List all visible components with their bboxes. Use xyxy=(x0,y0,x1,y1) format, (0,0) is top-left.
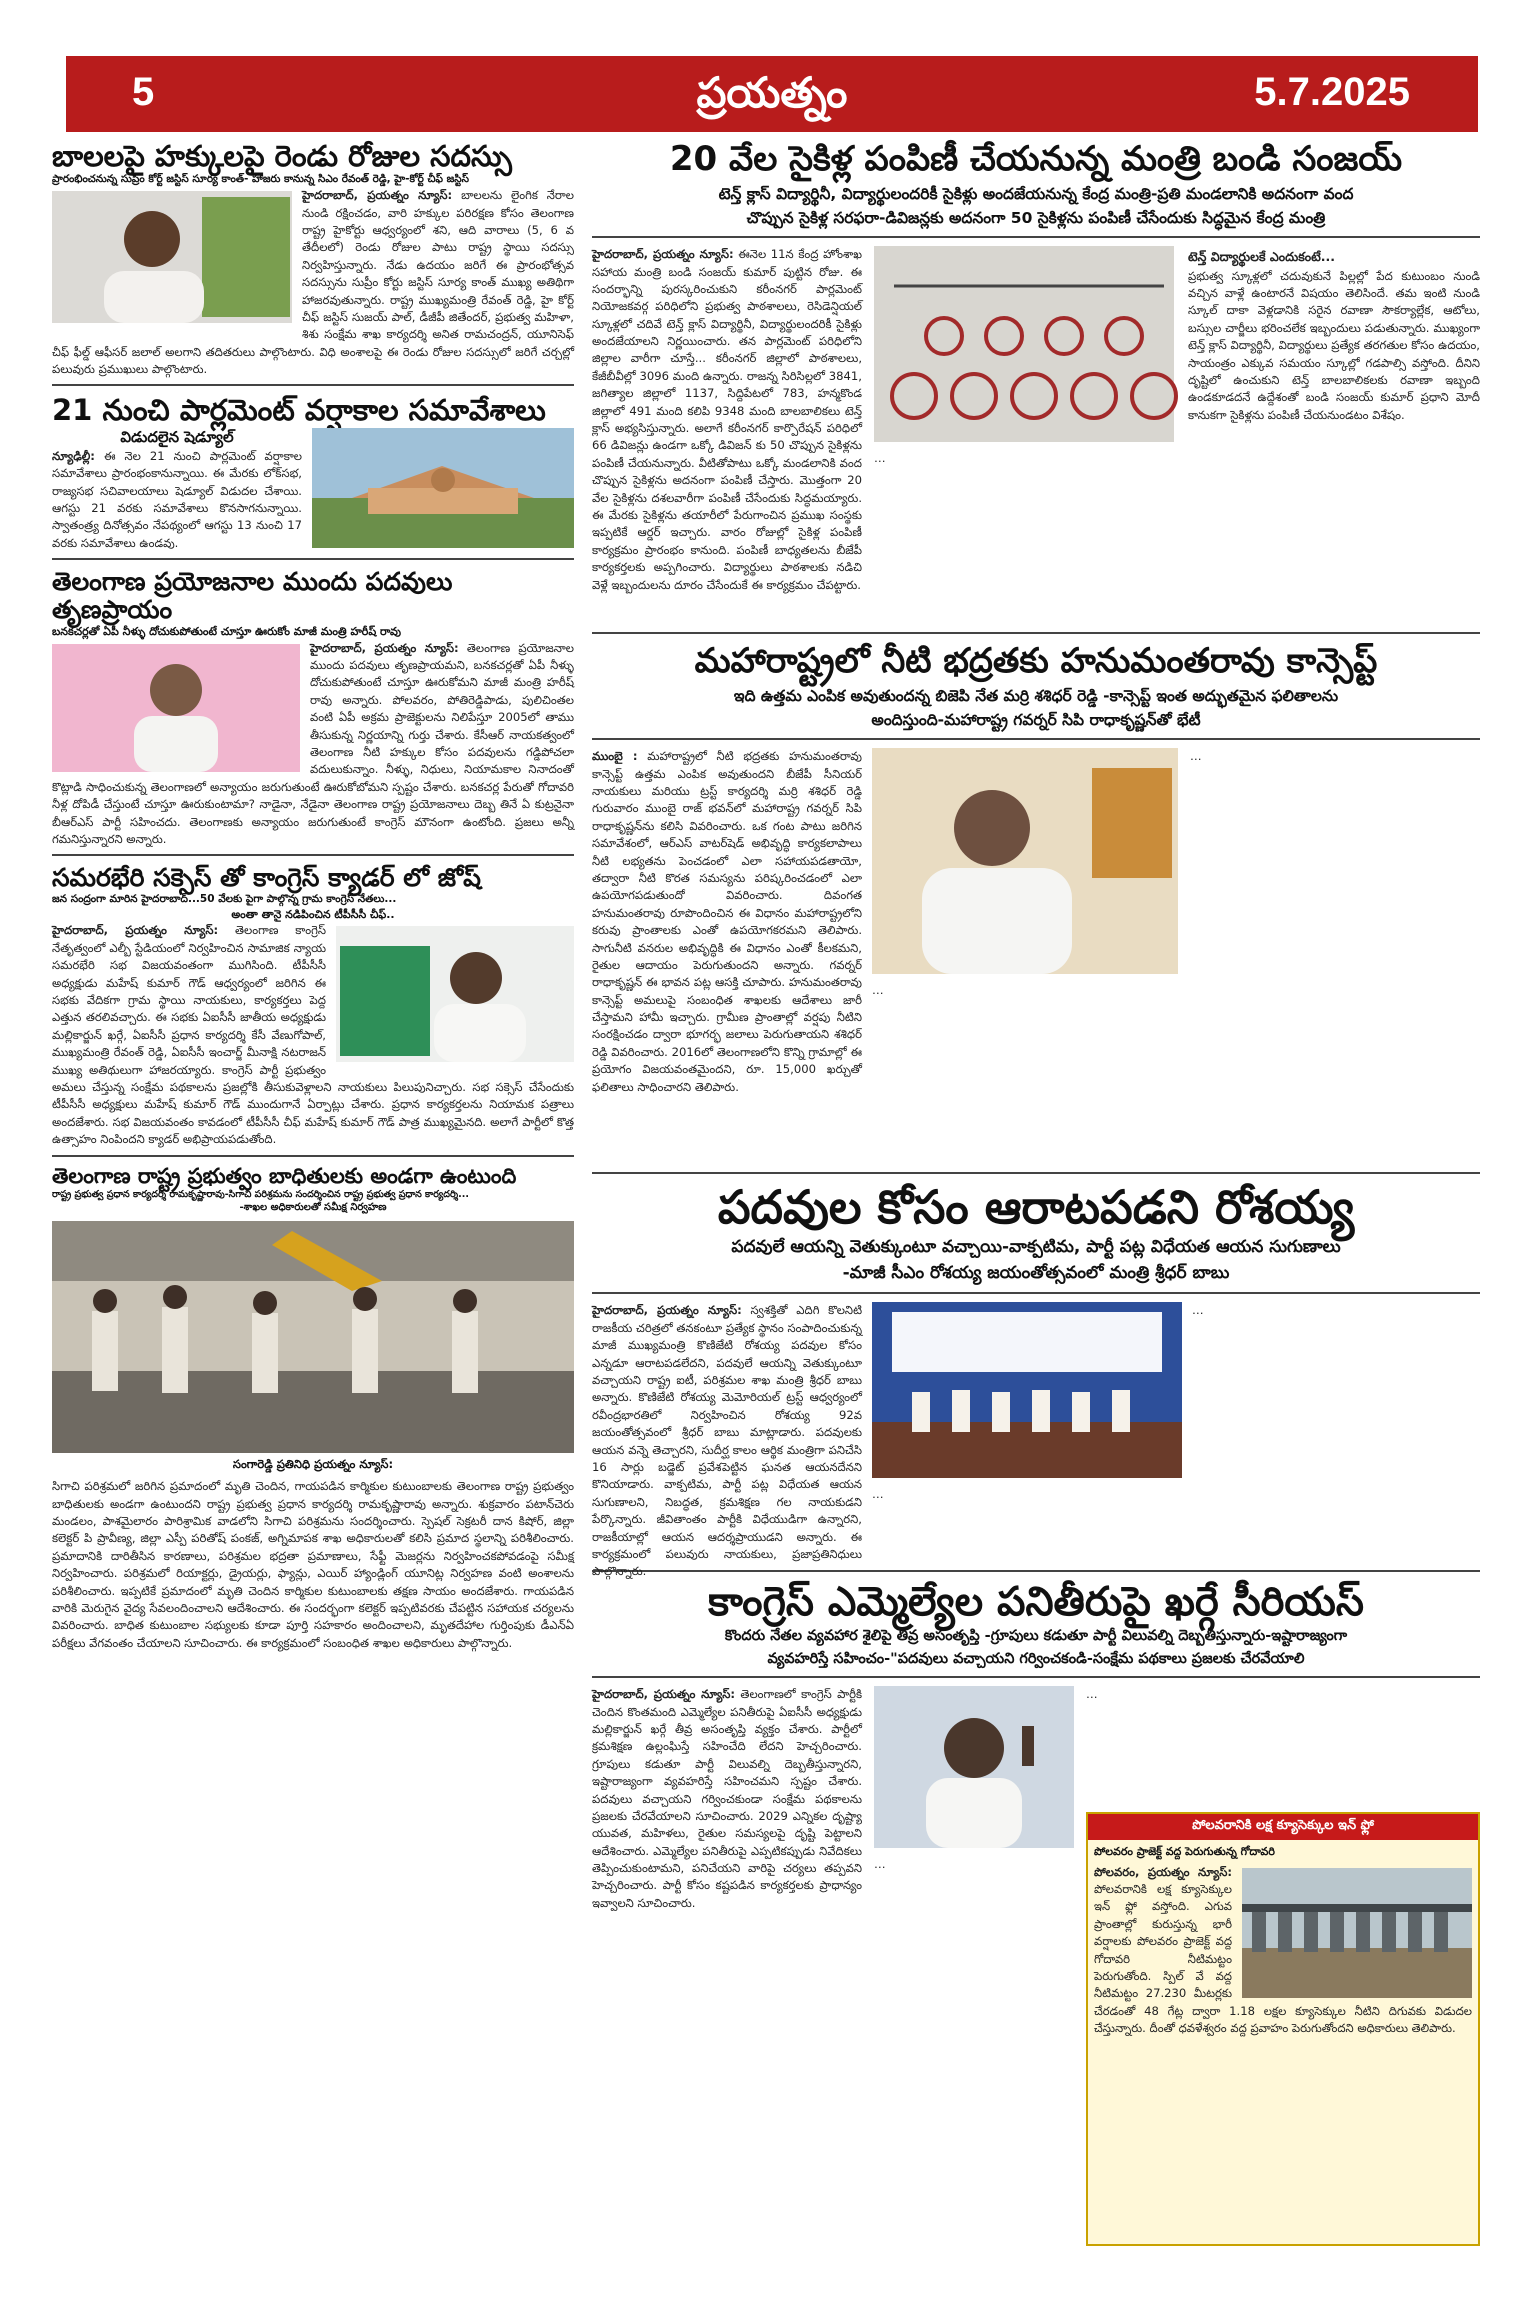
subheadline-2: -మాజీ సీఎం రోశయ్య జయంతోత్సవంలో మంత్రి శ్రీధర్ బాబు xyxy=(842,1263,1230,1284)
dateline: న్యూఢిల్లీ: xyxy=(52,448,95,463)
divider xyxy=(592,236,1480,238)
bicycles-photo xyxy=(874,246,1174,442)
subheadline: ఇది ఉత్తమ ఎంపిక అవుతుందన్న బిజెపి నేత మర్రి శశిధర్ రెడ్డి -కాన్సెప్ట్ ఇంత అద్భుతమైన ఫలితాలను xyxy=(733,687,1339,706)
divider xyxy=(592,1676,1480,1678)
speaker-photo xyxy=(336,926,574,1062)
article-body-continued: … xyxy=(872,1487,884,1502)
article-body: ఈనెల 11న కేంద్ర హోంశాఖ సహాయ మంత్రి బండి సంజయ్ కుమార్ పుట్టిన రోజు. ఈ సందర్భాన్ని పురస్కరించుకుని కరీంనగర్ పార్లమెంట్ నియోజకవర్గ పరిధిలోని ప్రభుత్వ పాఠశాలలు, రెసిడెన్షియల్ స్కూళ్లలో చదివే టెన్త్ క్లాస్ విద్యార్థినీ, విద్యార్థులందరికీ సైకిళ్లు అందజేయాలని నిర్ణయించారు. తన పార్లమెంట్ పరిధిలోని జిల్లాల వారీగా చూస్తే... కరీంనగర్ జిల్లాలో పాఠశాలలు, కేజీబీవీల్లో 3096 మంది ఉన్నారు. రాజన్న సిరిసిల్లలో 3841, జగిత్యాల జిల్లాలో 1137, సిద్దిపేటలో 783, హన్మకొండ జిల్లాలో 491 మంది కలిపి 9348 మంది బాలబాలికలు టెన్త్ క్లాస్ అభ్యసిస్తున్నారు. అలాగే కరీంనగర్ కార్పొరేషన్ పరిధిలో 66 డివిజన్లు ఉండగా ఒక్కో డివిజన్ కు 50 చొప్పున సైకిళ్లను పంపిణీ చేయనున్నారు. వీటితోపాటు ఒక్కో మండలానికి వంద చొప్పున సైకిళ్లను అదనంగా పంపిణీ చేస్తారు. మొత్తంగా 20 వేల సైకిళ్లను దశలవారీగా పంపిణీ చేసేందుకు సిద్ధమయ్యారు. ఈ మేరకు సైకిళ్లను తయారీలో పేరుగాంచిన ప్రముఖ సంస్థకు ఇప్పటికే ఆర్డర్ ఇచ్చారు. వారం రోజుల్లో సైకిళ్ల పంపిణీ కార్యక్రమం ప్రారంభం కానుంది. పంపిణీ బాధ్యతలను బీజేపీ కార్యకర్తలకు అప్పగించారు. విద్యార్థులు పాఠశాలకు నడిచి వెళ్లే ఇబ్బందులను దూరం చేసేందుకే ఈ కార్యక్రమం చేపట్టారు. xyxy=(592,247,862,592)
article-rosaiah xyxy=(592,1180,1480,1579)
divider xyxy=(592,1292,1480,1294)
box-title: పోలవరానికి లక్ష క్యూసెక్కుల ఇన్ ఫ్లో xyxy=(1088,1814,1478,1840)
article-body-column-3: … xyxy=(1086,1687,1098,1702)
divider xyxy=(52,1155,574,1157)
article-body-continued: … xyxy=(872,983,884,998)
dateline: ముంబై : xyxy=(592,749,638,764)
insert-heading: టెన్త్ విద్యార్థులకే ఎందుకంటే... xyxy=(1188,249,1335,265)
meeting-photo xyxy=(872,748,1178,974)
subheadline: పదవులే ఆయన్ని వెతుక్కుంటూ వచ్చాయి-వాక్పటిమ, పార్టీ పట్ల విధేయత ఆయన సుగుణాలు xyxy=(731,1236,1341,1257)
portrait-photo xyxy=(52,644,300,772)
divider xyxy=(592,1172,1480,1174)
subheadline-2: అందిస్తుంది-మహారాష్ట్ర గవర్నర్ సిపి రాధాకృష్ణన్‌తో భేటీ xyxy=(871,711,1201,730)
dateline: పోలవరం, ప్రయత్నం న్యూస్: xyxy=(1094,1864,1232,1879)
dateline: హైదరాబాద్, ప్రయత్నం న్యూస్: xyxy=(592,1687,736,1702)
polavaram-box xyxy=(1086,1812,1480,2246)
article-body: ఈ నెల 21 నుంచి పార్లమెంట్ వర్షాకాల సమావేశాలు ప్రారంభంకానున్నాయి. ఈ మేరకు లోక్‌సభ, రాజ్యసభ సచివాలయాలు షెడ్యూల్ విడుదల చేశాయి. ఆగస్టు 21 వరకు సమావేశాలు కొనసాగనున్నాయి. స్వాతంత్ర్య దినోత్సవం నేపథ్యంలో ఆగస్టు 13 నుంచి 17 వరకు సమావేశాలు ఉండవు. xyxy=(52,448,303,550)
article-parliament xyxy=(52,394,574,560)
article-body: బాలలను లైంగిక నేరాల నుండి రక్షించడం, వారి హక్కుల పరిరక్షణ కోసం తెలంగాణ రాష్ట్ర హైకోర్టు ఆధ్వర్యంలో శని, ఆది వారాలు (5, 6 వ తేదీలలో) రెండు రోజుల పాటు రాష్ట్ర స్థాయి సదస్సు నిర్వహిస్తున్నారు. నేడు ఉదయం జరిగే ఈ ప్రారంభోత్సవ సదస్సును సుప్రీం కోర్టు జస్టిస్ సూర్య కాంత్ ముఖ్య అతిథిగా హాజరవుతున్నారు. రాష్ట్ర ముఖ్యమంత్రి రేవంత్ రెడ్డి, హై కోర్ట్ చీఫ్ జస్టిస్ సుజయ్ పాల్, డీజీపీ జితేందర్, ప్రభుత్వ మహిళా, శిశు సంక్షేమ శాఖ కార్యదర్శి అనిత రామచంద్రన్, యూనిసెఫ్ చీఫ్ ఫీల్డ్ ఆఫీసర్ జలాల్ అలగాని తదితరులు పాల్గొంటారు. విధి అంశాలపై ఈ రెండు రోజుల సదస్సులో జరిగే చర్చల్లో పలువురు ప్రముఖులు పాల్గొంటారు. xyxy=(52,188,575,377)
divider xyxy=(52,854,574,856)
dateline: హైదరాబాద్, ప్రయత్నం న్యూస్: xyxy=(310,640,459,655)
site-visit-photo xyxy=(52,1221,574,1453)
article-body: తెలంగాణ కాంగ్రెస్ నేతృత్వంలో ఎల్బీ స్టేడియంలో నిర్వహించిన సామాజిక న్యాయ సమరభేరి సభ విజయవంతంగా ముగిసింది. టీపీసీసీ అధ్యక్షుడు మహేష్ కుమార్ గౌడ్ ఆధ్వర్యంలో జరిగిన ఈ సభకు వేదికగా గ్రామ స్థాయి నాయకులు, కార్యకర్తలు పెద్ద ఎత్తున తరలివచ్చారు. ఈ సభకు ఏఐసీసీ జాతీయ అధ్యక్షుడు మల్లికార్జున్ ఖర్గే, ఏఐసీసీ ప్రధాన కార్యదర్శి కేసీ వేణుగోపాల్, ముఖ్యమంత్రి రేవంత్ రెడ్డి, ఏఐసీసీ ఇంచార్జ్ మీనాక్షి నటరాజన్ ముఖ్య అతిథులుగా హాజరయ్యారు. కాంగ్రెస్ పార్టీ ప్రభుత్వం అమలు చేస్తున్న సంక్షేమ పథకాలను ప్రజల్లోకి తీసుకువెళ్లాలని నాయకులు పిలుపునిచ్చారు. సభ సక్సెస్ చేసేందుకు టీపీసీసీ అధ్యక్షులు మహేష్ కుమార్ గౌడ్ ముందుగానే ఏర్పాట్లు చేశారు. ప్రధాన కార్యకర్తలను నియామక పత్రాలు అందజేశారు. సభ విజయవంతం కావడంలో టీపీసీసీ చీఫ్ మహేష్ కుమార్ గౌడ్ పాత్ర ముఖ్యమైనది. అలాగే పార్టీలో కొత్త ఉత్సాహం నింపిందని క్యాడర్ అభిప్రాయపడుతోంది. xyxy=(52,923,574,1147)
headline: తెలంగాణ ప్రయోజనాల ముందు పదవులు తృణప్రాయం xyxy=(52,567,453,625)
divider xyxy=(592,632,1480,634)
left-column xyxy=(52,140,574,2300)
article-kharge xyxy=(592,1580,1480,2246)
parliament-photo xyxy=(312,428,574,548)
article-water-security xyxy=(592,642,1480,1174)
event-photo xyxy=(872,1302,1182,1478)
headline: బాలలపై హక్కులపై రెండు రోజుల సదస్సు xyxy=(52,139,512,173)
article-body: తెలంగాణ ప్రయోజనాల ముందు పదవులు తృణప్రాయమని, బనకచర్లతో ఏపీ నీళ్ళు దోచుకుపోతుంటే చూస్తూ ఊరుకోమని మాజీ మంత్రి హరీష్ రావు అన్నారు. పోలవరం, పోతిరెడ్డిపాడు, పులిచింతల వంటి ఏపీ అక్రమ ప్రాజెక్టులను నిలిపేస్తూ 2005లో తాము తీసుకున్న నిర్ణయాన్ని గుర్తు చేశారు. కేసీఆర్ నాయకత్వంలో తెలంగాణ నీటి హక్కుల కోసం పదవులను గడ్డిపోచలా వదులుకున్నాం. నీళ్ళు, నిధులు, నియామకాల నినాదంతో కొట్లాడి సాధించుకున్న తెలంగాణలో అన్యాయం జరుగుతుంటే ఊరుకోబోమని స్పష్టం చేశారు. బనకచర్ల పేరుతో గోదావరి నీళ్ల దోపిడీ చేస్తుంటే చూస్తూ ఊరుకుంటామా? నాడైనా, నేడైనా తెలంగాణ రాష్ట్ర ప్రయోజనాలు దెబ్బ తినే ఏ కుట్రనైనా బీఆర్ఎస్ పార్టీ సహించదు. తెలంగాణకు అన్యాయం జరుగుతుంటే కాంగ్రెస్ మౌనంగా ఉంటోంది. ప్రజలు అన్నీ గమనిస్తున్నారని అన్నారు. xyxy=(52,640,575,846)
divider xyxy=(592,1570,1480,1572)
headline: పదవుల కోసం ఆరాటపడని రోశయ్య xyxy=(717,1180,1355,1235)
article-body-continued: … xyxy=(874,1857,886,1872)
article-body-column-3: … xyxy=(1192,1303,1204,1318)
article-child-rights xyxy=(52,140,574,386)
subheadline-2: చొప్పున సైకిళ్ల సరఫరా-డివిజన్లకు అదనంగా 50 సైకిళ్లను పంపిణీ చేసేందుకు సిద్ధమైన కేంద్ర మంత్రి xyxy=(746,209,1326,228)
dateline: హైదరాబాద్, ప్రయత్నం న్యూస్: xyxy=(592,1303,742,1318)
kicker: జన సంద్రంగా మారిన హైదరాబాద్...50 వేలకు పైగా పాల్గొన్న గ్రామ కాంగ్రెస్ నేతలు... xyxy=(52,893,397,906)
photo-caption: సంగారెడ్డి ప్రతినిధి ప్రయత్నం న్యూస్: xyxy=(232,1457,394,1472)
article-sigachi xyxy=(52,1165,574,1653)
portrait-photo xyxy=(52,191,292,323)
divider xyxy=(592,738,1480,740)
article-body: తెలంగాణలో కాంగ్రెస్ పార్టీకి చెందిన కొంతమంది ఎమ్మెల్యేల పనితీరుపై ఏఐసీసీ అధ్యక్షుడు మల్లికార్జున్ ఖర్గే తీవ్ర అసంతృప్తి వ్యక్తం చేశారు. పార్టీలో క్రమశిక్షణ ఉల్లంఘిస్తే సహించేది లేదని హెచ్చరించారు. గ్రూపులు కడుతూ పార్టీ విలువల్ని దెబ్బతీస్తున్నారని, ఇష్టారాజ్యంగా వ్యవహరిస్తే సహించమని స్పష్టం చేశారు. పదవులు వచ్చాయని గర్వించకుండా సంక్షేమ పథకాలను ప్రజలకు చేరవేయాలని సూచించారు. 2029 ఎన్నికల దృష్ట్యా యువత, మహిళలు, రైతుల సమస్యలపై దృష్టి పెట్టాలని ఆదేశించారు. ఎమ్మెల్యేల పనితీరుపై ఎప్పటికప్పుడు నివేదికలు తెప్పించుకుంటామని, పనిచేయని వారిపై చర్యలు తప్పవని హెచ్చరించారు. పార్టీ కోసం కష్టపడిన కార్యకర్తలకు ప్రాధాన్యం ఇవ్వాలని సూచించారు. xyxy=(592,1687,863,1910)
insert-body: ప్రభుత్వ స్కూళ్లలో చదువుకునే పిల్లల్లో పేద కుటుంబం నుండి వచ్చిన వాళ్లే ఉంటారనే విషయం తెలిసిందే. తమ ఇంటి నుండి స్కూల్ దాకా వెళ్లడానికి సరైన రవాణా సౌకర్యాల్లేక, ఆటోలు, బస్సుల చార్జీలు భరించలేక ఇబ్బందులు పడుతున్నారు. ముఖ్యంగా టెన్త్ క్లాస్ విద్యార్థినీ, విద్యార్థులు ప్రత్యేక తరగతుల కోసం ఉదయం, సాయంత్రం ఎక్కువ సమయం స్కూల్లో గడపాల్సి వస్తోంది. దీనిని దృష్టిలో ఉంచుకుని టెన్త్ బాలబాలికలకు రవాణా ఇబ్బంది ఉండకూడదనే ఉద్దేశంతో బండి సంజయ్ కుమార్ ప్రధాని మోదీ కానుకగా సైకిళ్లను పంపిణీ చేయనుండటం విశేషం. xyxy=(1188,268,1480,422)
dam-photo xyxy=(1242,1868,1472,1998)
kicker: రాష్ట్ర ప్రభుత్వ ప్రధాన కార్యదర్శి రామకృష్ణారావు-సిగాచి పరిశ్రమను సందర్శించిన రాష్ట్ర ప్రభుత్వ ప్రధాన కార్యదర్శి... xyxy=(52,1189,469,1201)
headline: 21 నుంచి పార్లమెంట్ వర్షాకాల సమావేశాలు xyxy=(52,393,546,428)
subheadline: కొందరు నేతల వ్యవహార శైలిపై తీవ్ర అసంతృప్తి -గ్రూపులు కడుతూ పార్టీ విలువల్ని దెబ్బతీస్తున్నారు-ఇష్టారాజ్యంగా xyxy=(724,1628,1348,1645)
article-body-continued: … xyxy=(874,451,886,466)
article-body: స్వశక్తితో ఎదిగి కొలనిటి రాజకీయ చరిత్రలో తనకంటూ ప్రత్యేక స్థానం సంపాదించుకున్న మాజీ ముఖ్యమంత్రి కొణిజేటి రోశయ్య పదవుల కోసం ఎన్నడూ ఆరాటపడలేదని, పదవులే ఆయన్ని వెతుక్కుంటూ వచ్చాయని రాష్ట్ర ఐటీ, పరిశ్రమల శాఖ మంత్రి శ్రీధర్ బాబు అన్నారు. కొణిజేటి రోశయ్య మెమోరియల్ ట్రస్ట్ ఆధ్వర్యంలో రవీంద్రభారతిలో నిర్వహించిన రోశయ్య 92వ జయంతోత్సవంలో శ్రీధర్ బాబు మాట్లాడారు. పదవులకు ఆయన వన్నె తెచ్చారని, సుదీర్ఘ కాలం ఆర్థిక మంత్రిగా పనిచేసి 16 సార్లు బడ్జెట్ ప్రవేశపెట్టిన ఘనత ఆయనదేనని కొనియాడారు. వాక్పటిమ, పార్టీ పట్ల విధేయత ఆయన సుగుణాలని, నిబద్ధత, క్రమశిక్షణ గల నాయకుడని పేర్కొన్నారు. జీవితాంతం పార్టీకి విధేయుడిగా ఉన్నారని, రాజకీయాల్లో ఆయన ఆదర్శప్రాయుడని అన్నారు. ఈ కార్యక్రమంలో పలువురు నాయకులు, ప్రజాప్రతినిధులు పాల్గొన్నారు. xyxy=(592,1303,863,1579)
headline: 20 వేల సైకిళ్ల పంపిణీ చేయనున్న మంత్రి బండి సంజయ్ xyxy=(669,139,1403,179)
newspaper-name: ప్రయత్నం xyxy=(696,68,848,117)
dateline: హైదరాబాద్, ప్రయత్నం న్యూస్: xyxy=(592,247,734,262)
kicker: ప్రారంభించనున్న సుప్రీం కోర్ట్ జస్టిస్ సూర్య కాంత్- హాజరు కానున్న సిఎం రేవంత్ రెడ్డి, హై-కోర్ట్ చీఫ్ జస్టిస్ xyxy=(52,173,470,186)
dateline: హైదరాబాద్, ప్రయత్నం న్యూస్: xyxy=(52,923,219,938)
headline: మహారాష్ట్రలో నీటి భద్రతకు హనుమంతరావు కాన్సెప్ట్ xyxy=(694,641,1378,682)
edition-date: 5.7.2025 xyxy=(1254,70,1410,114)
subhead: విడుదలైన షెడ్యూల్ xyxy=(120,427,234,446)
article-body: మహారాష్ట్రలో నీటి భద్రతకు హనుమంతరావు కాన్సెప్ట్ ఉత్తమ ఎంపిక అవుతుందని బీజేపీ సీనియర్ నాయకులు మరియు ట్రస్ట్ కార్యదర్శి మర్రి శశిధర్ రెడ్డి గురువారం ముంబై రాజ్ భవన్‌లో మహారాష్ట్ర గవర్నర్ సిపి రాధాకృష్ణన్‌ను కలిసి వివరించారు. ఒక గంట పాటు జరిగిన సమావేశంలో, ఆర్‌ఎస్ వాటర్‌షెడ్ అభివృద్ధి కార్యకలాపాలు నీటి లభ్యతను పెంచడంలో ఎలా సహాయపడతాయో, తద్వారా నీటి కొరత సమస్యను పరిష్కరించడంలో ఎలా ఉపయోగపడుతుందో వివరించారు. దివంగత హనుమంతరావు రూపొందించిన ఈ విధానం మహారాష్ట్రలోని కరువు ప్రాంతాలకు ఎంతో ఉపయోగకరమని తెలిపారు. సాగునీటి వనరుల అభివృద్ధికి ఈ విధానం ఎంతో కీలకమని, రైతుల ఆదాయం పెరుగుతుందని అన్నారు. గవర్నర్ రాధాకృష్ణన్ ఈ భావన పట్ల ఆసక్తి చూపారు. హనుమంతరావు కాన్సెప్ట్ అమలుపై సంబంధిత శాఖలకు ఆదేశాలు జారీ చేస్తామని హామీ ఇచ్చారు. గ్రామీణ ప్రాంతాల్లో వర్షపు నీటిని సంరక్షించడం ద్వారా భూగర్భ జలాలు పెరుగుతాయని శశిధర్ రెడ్డి వివరించారు. 2016లో తెలంగాణలోని కొన్ని గ్రామాల్లో ఈ ప్రయోగం విజయవంతమైందని, రూ. 15,000 ఖర్చుతో ఫలితాలు సాధించారని తెలిపారు. xyxy=(592,749,862,1094)
article-samarabheri xyxy=(52,864,574,1156)
article-harish-rao xyxy=(52,568,574,856)
box-kicker: పోలవరం ప్రాజెక్ట్ వద్ద పెరుగుతున్న గోదావరి xyxy=(1094,1845,1275,1859)
headline: తెలంగాణ రాష్ట్ర ప్రభుత్వం బాధితులకు అండగా ఉంటుంది xyxy=(52,1163,517,1188)
article-bicycles xyxy=(592,140,1480,634)
article-body: పోలవరానికి లక్ష క్యూసెక్కుల ఇన్ ఫ్లో వస్తోంది. ఎగువ ప్రాంతాల్లో కురుస్తున్న భారీ వర్షాలకు పోలవరం ప్రాజెక్ట్ వద్ద గోదావరి నీటిమట్టం పెరుగుతోంది. స్పిల్ వే వద్ద నీటిమట్టం 27.230 మీటర్లకు చేరడంతో 48 గేట్ల ద్వారా 1.18 లక్షల క్యూసెక్కుల నీటిని దిగువకు విడుదల చేస్తున్నారు. దీంతో ధవళేశ్వరం వద్ద ప్రవాహం పెరుగుతోందని అధికారులు తెలిపారు. xyxy=(1094,1881,1472,2036)
article-body-column-3: … xyxy=(1190,749,1202,764)
page-number: 5 xyxy=(132,70,155,114)
subheadline: టెన్త్ క్లాస్ విద్యార్థినీ, విద్యార్థులందరికీ సైకిళ్లు అందజేయనున్న కేంద్ర మంత్రి-ప్రతి మండలానికి అదనంగా వంద xyxy=(718,185,1354,204)
masthead-banner xyxy=(66,56,1478,132)
kharge-photo xyxy=(874,1686,1074,1848)
dateline: హైదరాబాద్, ప్రయత్నం న్యూస్: xyxy=(302,188,453,203)
divider xyxy=(52,384,574,386)
subheadline-2: వ్యవహరిస్తే సహించం-"పదవులు వచ్చాయని గర్వించకండి-సంక్షేమ పథకాలు ప్రజలకు చేరవేయాలి xyxy=(767,1650,1305,1667)
divider xyxy=(52,558,574,560)
kicker-secondary: అంతా తానై నడిపించిన టీపీసీసీ చీఫ్.. xyxy=(231,908,395,922)
article-body: సిగాచి పరిశ్రమలో జరిగిన ప్రమాదంలో మృతి చెందిన, గాయపడిన కార్మికుల కుటుంబాలకు తెలంగాణ రాష్ట్ర ప్రభుత్వం బాధితులకు అండగా ఉంటుందని రాష్ట్ర ప్రభుత్వ ప్రధాన కార్యదర్శి రామకృష్ణారావు అన్నారు. శుక్రవారం పటాన్‌చెరు మండలం, పాశమైలారం పారిశ్రామిక వాడలోని సిగాచి పరిశ్రమను సందర్శించారు. స్పెషల్ సెక్రటరీ దాన కిషోర్, జిల్లా కలెక్టర్ పి ప్రావీణ్య, జిల్లా ఎస్పీ పరితోష్ పంకజ్, అగ్నిమాపక శాఖ అధికారులతో కలిసి ప్రమాద స్థలాన్ని పరిశీలించారు. ప్రమాదానికి దారితీసిన కారణాలు, పరిశ్రమల భద్రతా ప్రమాణాలు, సేఫ్టీ మెజర్లను నిర్వహించకపోవడంపై సమీక్ష నిర్వహించారు. పరిశ్రమలో రియాక్టర్లు, డ్రైయర్లు, ఫ్యాన్లు, ఎయిర్ హ్యాండ్లింగ్ యూనిట్ల నిర్వహణ వంటి అంశాలను పరిశీలించారు. ఇప్పటికే ప్రమాదంలో మృతి చెందిన కార్మికుల కుటుంబాలకు తక్షణ సాయం అందజేశారు. గాయపడిన వారికి మెరుగైన వైద్య సేవలందించాలని ఆదేశించారు. ఈ సందర్భంగా కలెక్టర్ ఇప్పటివరకు చేపట్టిన సహాయక చర్యలను వివరించారు. బాధిత కుటుంబాల సభ్యులకు కూడా పూర్తి సహకారం అందించాలని, మృతదేహాల గుర్తింపుకు డీఎన్ఏ పరీక్షలు వేగవంతం చేయాలని సూచించారు. ఈ కార్యక్రమంలో సంబంధిత శాఖల అధికారులు పాల్గొన్నారు. xyxy=(52,1479,574,1650)
kicker-secondary: -శాఖల అధికారులతో సమీక్ష నిర్వహణ xyxy=(239,1202,387,1214)
kicker: బనకచర్లతో ఏపీ నీళ్ళు దోచుకుపోతుంటే చూస్తూ ఊరుకోం మాజీ మంత్రి హరీష్ రావు xyxy=(52,625,401,639)
right-column xyxy=(592,140,1480,2300)
headline: కాంగ్రెస్ ఎమ్మెల్యేల పనితీరుపై ఖర్గే సీరియస్ xyxy=(708,1579,1364,1626)
headline: సమరభేరి సక్సెస్ తో కాంగ్రెస్ క్యాడర్ లో జోష్ xyxy=(52,863,481,893)
